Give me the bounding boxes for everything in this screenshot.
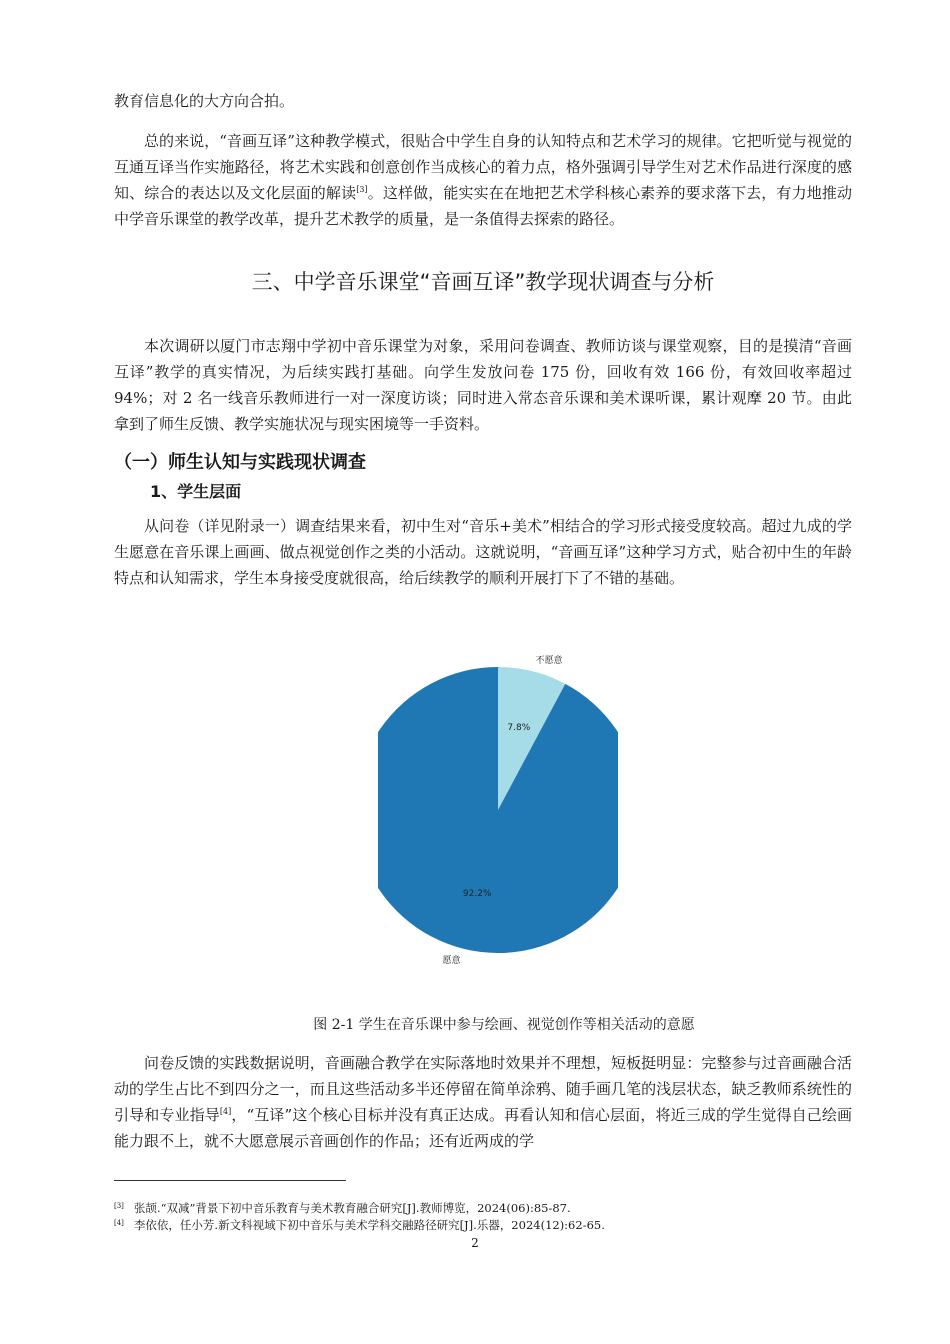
pie-value-label: 7.8% <box>507 722 531 733</box>
paragraph-summary: 总的来说，“音画互译”这种教学模式，很贴合中学生自身的认知特点和艺术学习的规律。它把听觉与视觉的互通互译当作实施路径，将艺术实践和创意创作当成核心的着力点，格外强调引导学生对艺术作品进行深度的感知、综合的表达以及文化层面的解读[3]。这样做，能实实在在地把艺术学科核心素养的要求落下去，有力地推动中学音乐课堂的教学改革，提升艺术教学的质量，是一条值得去探索的路径。 <box>114 132 852 228</box>
citation-ref-4[interactable]: [4] <box>219 1107 232 1116</box>
footnote-4: [4] 李依依，任小芳.新文科视域下初中音乐与美术学科交融路径研究[J].乐器，2024(12):62-65. <box>114 1218 605 1232</box>
section-heading: 三、中学音乐课堂“音画互译”教学现状调查与分析 <box>251 270 715 294</box>
paragraph-student-results: 从问卷（详见附录一）调查结果来看，初中生对“音乐+美术”相结合的学习形式接受度较高。超过九成的学生愿意在音乐课上画画、做点视觉创作之类的小活动。这就说明，“音画互译”这种学习方式，贴合初中生的年龄特点和认知需求，学生本身接受度就很高，给后续教学的顺利开展打下了不错的基础。 <box>114 517 852 587</box>
paragraph-intro-tail: 教育信息化的大方向合拍。 <box>114 92 295 110</box>
pie-category-label: 不愿意 <box>535 656 563 667</box>
figure-caption: 图 2-1 学生在音乐课中参与绘画、视觉创作等相关活动的意愿 <box>313 1017 695 1033</box>
paragraph-practice-data: 问卷反馈的实践数据说明，音画融合教学在实际落地时效果并不理想，短板挺明显：完整参与过音画融合活动的学生占比不到四分之一，而且这些活动多半还停留在简单涂鸦、随手画几笔的浅层状态，缺乏教师系统性的引导和专业指导[4]，“互译”这个核心目标并没有真正达成。再看认知和信心层面，将近三成的学生觉得自己绘画能力跟不上，就不大愿意展示音画创作的作品；还有近两成的学 <box>114 1054 852 1150</box>
pie-chart <box>378 648 618 968</box>
subsubsection-heading: 1、学生层面 <box>150 482 242 501</box>
subsection-heading: （一）师生认知与实践现状调查 <box>114 452 366 473</box>
pie-category-label: 愿意 <box>442 955 461 966</box>
pie-slice-愿意 <box>378 667 618 953</box>
footnote-3: [3] 张颉.“双减”背景下初中音乐教育与美术教育融合研究[J].教师博览，2024(06):85-87. <box>114 1201 571 1215</box>
citation-ref-3[interactable]: [3] <box>356 185 368 194</box>
page-number: 2 <box>471 1236 479 1250</box>
paragraph-survey-method: 本次调研以厦门市志翔中学初中音乐课堂为对象，采用问卷调查、教师访谈与课堂观察，目的是摸清“音画互译”教学的真实情况，为后续实践打基础。向学生发放问卷 175 份，回收有效 166 份，有效回收率超过 94%；对 2 名一线音乐教师进行一对一深度访谈；同时进入常态音乐课和美术课听课，累计观摩 20 节。由此拿到了师生反馈、教学实施状况与现实困境等一手资料。 <box>114 337 852 433</box>
pie-value-label: 92.2% <box>462 889 492 900</box>
footnote-divider <box>114 1180 346 1181</box>
